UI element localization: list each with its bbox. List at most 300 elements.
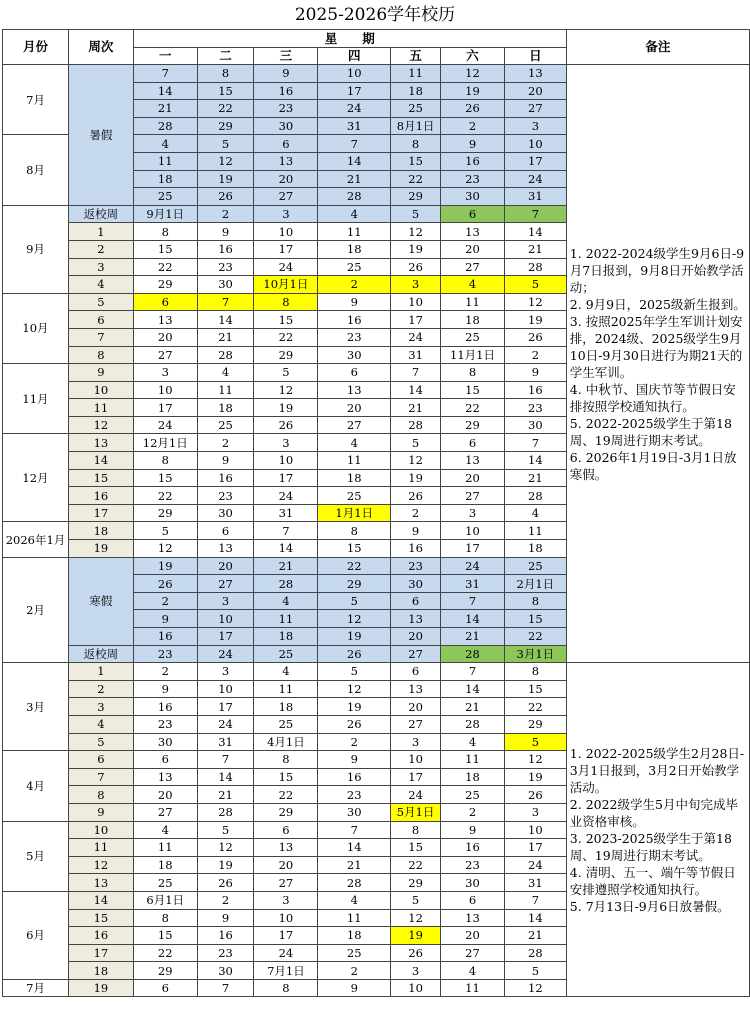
date-cell: 4 — [441, 733, 505, 751]
week-number-cell: 7 — [68, 768, 133, 786]
date-cell: 3月1日 — [504, 645, 566, 663]
note-line: 2. 2022级学生5月中旬完成毕业资格审核。 — [569, 796, 738, 829]
date-cell: 8 — [504, 663, 566, 681]
date-cell: 22 — [391, 856, 441, 874]
date-cell: 11月1日 — [441, 346, 505, 364]
date-cell: 9 — [441, 135, 505, 153]
date-cell: 2 — [133, 663, 197, 681]
week-number-cell: 4 — [68, 715, 133, 733]
week-number-cell: 5 — [68, 733, 133, 751]
date-cell: 14 — [504, 909, 566, 927]
date-cell: 8 — [133, 909, 197, 927]
week-number-cell: 18 — [68, 522, 133, 540]
date-cell: 4 — [254, 592, 318, 610]
date-cell: 9月1日 — [133, 205, 197, 223]
date-cell: 21 — [504, 469, 566, 487]
date-cell: 26 — [504, 328, 566, 346]
date-cell: 23 — [133, 645, 197, 663]
date-cell: 2 — [197, 891, 254, 909]
date-cell: 11 — [318, 223, 391, 241]
date-cell: 29 — [254, 346, 318, 364]
date-cell: 30 — [318, 803, 391, 821]
date-cell: 19 — [318, 698, 391, 716]
date-cell: 8 — [318, 522, 391, 540]
note-line: 1. 2022-2024级学生9月6日-9月7日报到，9月8日开始教学活动； — [569, 245, 745, 295]
weekday-header-6: 六 — [441, 48, 505, 65]
date-cell: 17 — [391, 311, 441, 329]
date-cell: 6 — [254, 821, 318, 839]
date-cell: 16 — [504, 381, 566, 399]
date-cell: 21 — [441, 698, 505, 716]
date-cell: 16 — [133, 698, 197, 716]
date-cell: 18 — [441, 768, 505, 786]
date-cell: 8 — [441, 364, 505, 382]
date-cell: 18 — [254, 698, 318, 716]
date-cell: 29 — [254, 803, 318, 821]
week-number-cell: 返校周 — [68, 645, 133, 663]
week-number-cell: 1 — [68, 663, 133, 681]
date-cell: 6 — [318, 364, 391, 382]
notes-semester2 — [566, 663, 749, 997]
date-cell: 7 — [197, 751, 254, 769]
date-cell: 23 — [504, 399, 566, 417]
date-cell: 9 — [504, 364, 566, 382]
school-calendar-table — [2, 29, 750, 997]
date-cell: 14 — [254, 540, 318, 558]
date-cell: 2 — [441, 803, 505, 821]
date-cell: 17 — [441, 540, 505, 558]
date-cell: 20 — [318, 399, 391, 417]
date-cell: 5 — [504, 962, 566, 980]
date-cell: 5 — [504, 276, 566, 294]
date-cell: 30 — [441, 874, 505, 892]
date-cell: 19 — [391, 927, 441, 945]
date-cell: 9 — [318, 293, 391, 311]
month-cell: 8月 — [3, 135, 69, 205]
date-cell: 25 — [318, 944, 391, 962]
date-cell: 10 — [197, 680, 254, 698]
date-cell: 24 — [197, 715, 254, 733]
date-cell: 3 — [254, 434, 318, 452]
date-cell: 20 — [441, 469, 505, 487]
date-cell: 12 — [391, 452, 441, 470]
date-cell: 12月1日 — [133, 434, 197, 452]
date-cell: 2 — [391, 504, 441, 522]
date-cell: 10 — [391, 293, 441, 311]
date-cell: 5 — [391, 891, 441, 909]
note-line: 2. 9月9日，2025级新生报到。 — [569, 296, 746, 312]
date-cell: 6 — [133, 751, 197, 769]
date-cell: 15 — [133, 469, 197, 487]
date-cell: 23 — [318, 328, 391, 346]
date-cell: 23 — [197, 487, 254, 505]
date-cell: 4 — [441, 276, 505, 294]
date-cell: 31 — [441, 575, 505, 593]
notes-header: 备注 — [566, 30, 749, 65]
date-cell: 24 — [504, 856, 566, 874]
date-cell: 10 — [254, 452, 318, 470]
date-cell: 15 — [254, 311, 318, 329]
date-cell: 15 — [504, 610, 566, 628]
month-cell: 3月 — [3, 663, 69, 751]
month-cell: 6月 — [3, 891, 69, 979]
week-number-cell: 9 — [68, 364, 133, 382]
week-number-cell: 2 — [68, 240, 133, 258]
date-cell: 26 — [391, 487, 441, 505]
date-cell: 29 — [197, 117, 254, 135]
week-number-cell: 10 — [68, 821, 133, 839]
date-cell: 16 — [197, 927, 254, 945]
date-cell: 13 — [254, 152, 318, 170]
week-number-cell: 1 — [68, 223, 133, 241]
date-cell: 8 — [391, 135, 441, 153]
date-cell: 4 — [441, 962, 505, 980]
date-cell: 28 — [504, 944, 566, 962]
week-number-cell: 7 — [68, 328, 133, 346]
date-cell: 8月1日 — [391, 117, 441, 135]
date-cell: 26 — [318, 645, 391, 663]
date-cell: 20 — [441, 927, 505, 945]
date-cell: 7 — [504, 434, 566, 452]
date-cell: 9 — [318, 751, 391, 769]
date-cell: 17 — [197, 698, 254, 716]
date-cell: 24 — [391, 328, 441, 346]
date-cell: 19 — [391, 240, 441, 258]
date-cell: 27 — [441, 487, 505, 505]
date-cell: 15 — [391, 839, 441, 857]
date-cell: 29 — [504, 715, 566, 733]
date-cell: 23 — [441, 856, 505, 874]
date-cell: 11 — [254, 610, 318, 628]
date-cell: 10 — [391, 751, 441, 769]
date-cell: 4 — [318, 205, 391, 223]
date-cell: 6 — [441, 205, 505, 223]
date-cell: 7 — [197, 293, 254, 311]
month-cell: 4月 — [3, 751, 69, 821]
date-cell: 6 — [133, 979, 197, 997]
date-cell: 19 — [133, 557, 197, 575]
week-number-cell: 4 — [68, 276, 133, 294]
date-cell: 4 — [318, 891, 391, 909]
date-cell: 9 — [318, 979, 391, 997]
date-cell: 18 — [197, 399, 254, 417]
date-cell: 18 — [318, 927, 391, 945]
month-cell: 7月 — [3, 65, 69, 135]
date-cell: 14 — [391, 381, 441, 399]
weekday-header-7: 日 — [504, 48, 566, 65]
date-cell: 19 — [441, 82, 505, 100]
date-cell: 30 — [197, 276, 254, 294]
date-cell: 10 — [197, 610, 254, 628]
week-number-cell: 2 — [68, 680, 133, 698]
date-cell: 10 — [254, 909, 318, 927]
date-cell: 18 — [318, 240, 391, 258]
weekday-header-2: 二 — [197, 48, 254, 65]
date-cell: 20 — [391, 698, 441, 716]
note-line: 4. 中秋节、国庆节等节假日安排按照学校通知执行。 — [569, 381, 736, 414]
week-number-cell: 返校周 — [68, 205, 133, 223]
week-number-cell: 18 — [68, 962, 133, 980]
date-cell: 13 — [197, 540, 254, 558]
date-cell: 12 — [441, 65, 505, 83]
date-cell: 6 — [133, 293, 197, 311]
date-cell: 9 — [197, 452, 254, 470]
date-cell: 24 — [391, 786, 441, 804]
week-number-cell: 寒假 — [68, 557, 133, 645]
weekday-header-1: 一 — [133, 48, 197, 65]
date-cell: 30 — [391, 575, 441, 593]
date-cell: 28 — [391, 416, 441, 434]
date-cell: 9 — [391, 522, 441, 540]
date-cell: 31 — [504, 188, 566, 206]
date-cell: 11 — [318, 909, 391, 927]
week-number-cell: 13 — [68, 434, 133, 452]
date-cell: 2 — [504, 346, 566, 364]
date-cell: 8 — [254, 751, 318, 769]
date-cell: 20 — [504, 82, 566, 100]
date-cell: 4 — [318, 434, 391, 452]
date-cell: 7 — [133, 65, 197, 83]
date-cell: 12 — [504, 979, 566, 997]
date-cell: 26 — [197, 188, 254, 206]
date-cell: 27 — [391, 645, 441, 663]
week-number-cell: 16 — [68, 487, 133, 505]
date-cell: 5 — [318, 663, 391, 681]
date-cell: 11 — [133, 152, 197, 170]
date-cell: 13 — [441, 909, 505, 927]
date-cell: 28 — [133, 117, 197, 135]
month-cell: 7月 — [3, 979, 69, 997]
week-number-cell: 10 — [68, 381, 133, 399]
week-header: 周次 — [68, 30, 133, 65]
date-cell: 22 — [133, 944, 197, 962]
month-cell: 5月 — [3, 821, 69, 891]
date-cell: 31 — [197, 733, 254, 751]
date-cell: 24 — [504, 170, 566, 188]
date-cell: 7 — [254, 522, 318, 540]
week-number-cell: 8 — [68, 346, 133, 364]
date-cell: 2 — [133, 592, 197, 610]
month-cell: 9月 — [3, 205, 69, 293]
date-cell: 8 — [504, 592, 566, 610]
date-cell: 8 — [133, 223, 197, 241]
week-number-cell: 暑假 — [68, 65, 133, 206]
date-cell: 5 — [197, 821, 254, 839]
date-cell: 14 — [318, 839, 391, 857]
month-cell: 10月 — [3, 293, 69, 363]
date-cell: 14 — [133, 82, 197, 100]
date-cell: 10 — [391, 979, 441, 997]
date-cell: 21 — [197, 786, 254, 804]
date-cell: 3 — [197, 592, 254, 610]
date-cell: 16 — [391, 540, 441, 558]
week-number-cell: 11 — [68, 839, 133, 857]
date-cell: 16 — [318, 768, 391, 786]
date-cell: 10月1日 — [254, 276, 318, 294]
date-cell: 30 — [441, 188, 505, 206]
month-cell: 12月 — [3, 434, 69, 522]
date-cell: 9 — [133, 610, 197, 628]
date-cell: 12 — [504, 293, 566, 311]
weekday-header-5: 五 — [391, 48, 441, 65]
date-cell: 11 — [197, 381, 254, 399]
date-cell: 22 — [504, 698, 566, 716]
date-cell: 15 — [133, 927, 197, 945]
date-cell: 30 — [197, 504, 254, 522]
date-cell: 18 — [441, 311, 505, 329]
date-cell: 27 — [441, 944, 505, 962]
date-cell: 19 — [318, 628, 391, 646]
date-cell: 27 — [441, 258, 505, 276]
date-cell: 18 — [391, 82, 441, 100]
date-cell: 4 — [133, 135, 197, 153]
date-cell: 25 — [254, 645, 318, 663]
date-cell: 21 — [391, 399, 441, 417]
date-cell: 12 — [318, 680, 391, 698]
date-cell: 23 — [318, 786, 391, 804]
date-cell: 21 — [504, 927, 566, 945]
date-cell: 7 — [318, 821, 391, 839]
date-cell: 2 — [318, 962, 391, 980]
date-cell: 15 — [441, 381, 505, 399]
date-cell: 20 — [133, 786, 197, 804]
date-cell: 29 — [133, 962, 197, 980]
note-line: 5. 2022-2025级学生于第18周、19周进行期末考试。 — [569, 415, 732, 448]
date-cell: 9 — [197, 223, 254, 241]
date-cell: 27 — [318, 416, 391, 434]
date-cell: 25 — [441, 328, 505, 346]
date-cell: 19 — [197, 856, 254, 874]
date-cell: 14 — [197, 311, 254, 329]
date-cell: 25 — [391, 100, 441, 118]
week-number-cell: 14 — [68, 891, 133, 909]
page-title: 2025-2026学年校历 — [294, 5, 456, 25]
date-cell: 27 — [133, 346, 197, 364]
date-cell: 17 — [133, 399, 197, 417]
date-cell: 20 — [133, 328, 197, 346]
date-cell: 13 — [133, 311, 197, 329]
date-cell: 12 — [133, 540, 197, 558]
date-cell: 6 — [197, 522, 254, 540]
note-line: 6. 2026年1月19日-3月1日放寒假。 — [569, 449, 737, 482]
date-cell: 24 — [441, 557, 505, 575]
date-cell: 17 — [391, 768, 441, 786]
date-cell: 13 — [133, 768, 197, 786]
date-cell: 9 — [133, 680, 197, 698]
date-cell: 12 — [254, 381, 318, 399]
date-cell: 31 — [391, 346, 441, 364]
date-cell: 17 — [504, 152, 566, 170]
date-cell: 6 — [254, 135, 318, 153]
week-number-cell: 13 — [68, 874, 133, 892]
date-cell: 15 — [391, 152, 441, 170]
date-cell: 24 — [318, 100, 391, 118]
date-cell: 29 — [133, 276, 197, 294]
week-number-cell: 6 — [68, 311, 133, 329]
date-cell: 22 — [133, 258, 197, 276]
date-cell: 15 — [504, 680, 566, 698]
date-cell: 15 — [197, 82, 254, 100]
date-cell: 26 — [441, 100, 505, 118]
date-cell: 30 — [133, 733, 197, 751]
date-cell: 19 — [197, 170, 254, 188]
date-cell: 26 — [197, 874, 254, 892]
date-cell: 17 — [318, 82, 391, 100]
date-cell: 26 — [318, 715, 391, 733]
date-cell: 11 — [133, 839, 197, 857]
date-cell: 21 — [318, 170, 391, 188]
date-cell: 18 — [504, 540, 566, 558]
date-cell: 23 — [197, 944, 254, 962]
date-cell: 5月1日 — [391, 803, 441, 821]
date-cell: 2月1日 — [504, 575, 566, 593]
date-cell: 26 — [391, 258, 441, 276]
date-cell: 11 — [441, 293, 505, 311]
date-cell: 24 — [197, 645, 254, 663]
date-cell: 8 — [254, 979, 318, 997]
month-cell: 11月 — [3, 364, 69, 434]
date-cell: 21 — [197, 328, 254, 346]
date-cell: 10 — [504, 135, 566, 153]
date-cell: 10 — [133, 381, 197, 399]
date-cell: 12 — [391, 909, 441, 927]
date-cell: 21 — [441, 628, 505, 646]
week-number-cell: 16 — [68, 927, 133, 945]
date-cell: 5 — [133, 522, 197, 540]
date-cell: 21 — [254, 557, 318, 575]
date-cell: 25 — [133, 188, 197, 206]
date-cell: 16 — [441, 839, 505, 857]
date-cell: 15 — [254, 768, 318, 786]
date-cell: 8 — [133, 452, 197, 470]
date-cell: 18 — [318, 469, 391, 487]
date-cell: 10 — [504, 821, 566, 839]
date-cell: 24 — [254, 258, 318, 276]
date-cell: 25 — [318, 487, 391, 505]
date-cell: 19 — [254, 399, 318, 417]
date-cell: 24 — [254, 944, 318, 962]
date-cell: 3 — [391, 276, 441, 294]
date-cell: 29 — [391, 874, 441, 892]
date-cell: 20 — [254, 170, 318, 188]
note-line: 4. 清明、五一、端午等节假日安排遵照学校通知执行。 — [569, 864, 736, 897]
date-cell: 13 — [391, 610, 441, 628]
date-cell: 25 — [318, 258, 391, 276]
date-cell: 7 — [441, 592, 505, 610]
date-cell: 4 — [133, 821, 197, 839]
date-cell: 17 — [254, 469, 318, 487]
date-cell: 23 — [254, 100, 318, 118]
date-cell: 12 — [504, 751, 566, 769]
date-cell: 4 — [197, 364, 254, 382]
date-cell: 6 — [441, 434, 505, 452]
date-cell: 28 — [318, 188, 391, 206]
date-cell: 23 — [197, 258, 254, 276]
week-row — [3, 65, 750, 83]
date-cell: 18 — [254, 628, 318, 646]
date-cell: 13 — [441, 223, 505, 241]
date-cell: 7 — [197, 979, 254, 997]
date-cell: 30 — [318, 346, 391, 364]
date-cell: 16 — [197, 469, 254, 487]
date-cell: 28 — [254, 575, 318, 593]
week-number-cell: 15 — [68, 909, 133, 927]
date-cell: 3 — [441, 504, 505, 522]
date-cell: 2 — [318, 733, 391, 751]
date-cell: 17 — [504, 839, 566, 857]
date-cell: 13 — [318, 381, 391, 399]
week-number-cell: 3 — [68, 698, 133, 716]
